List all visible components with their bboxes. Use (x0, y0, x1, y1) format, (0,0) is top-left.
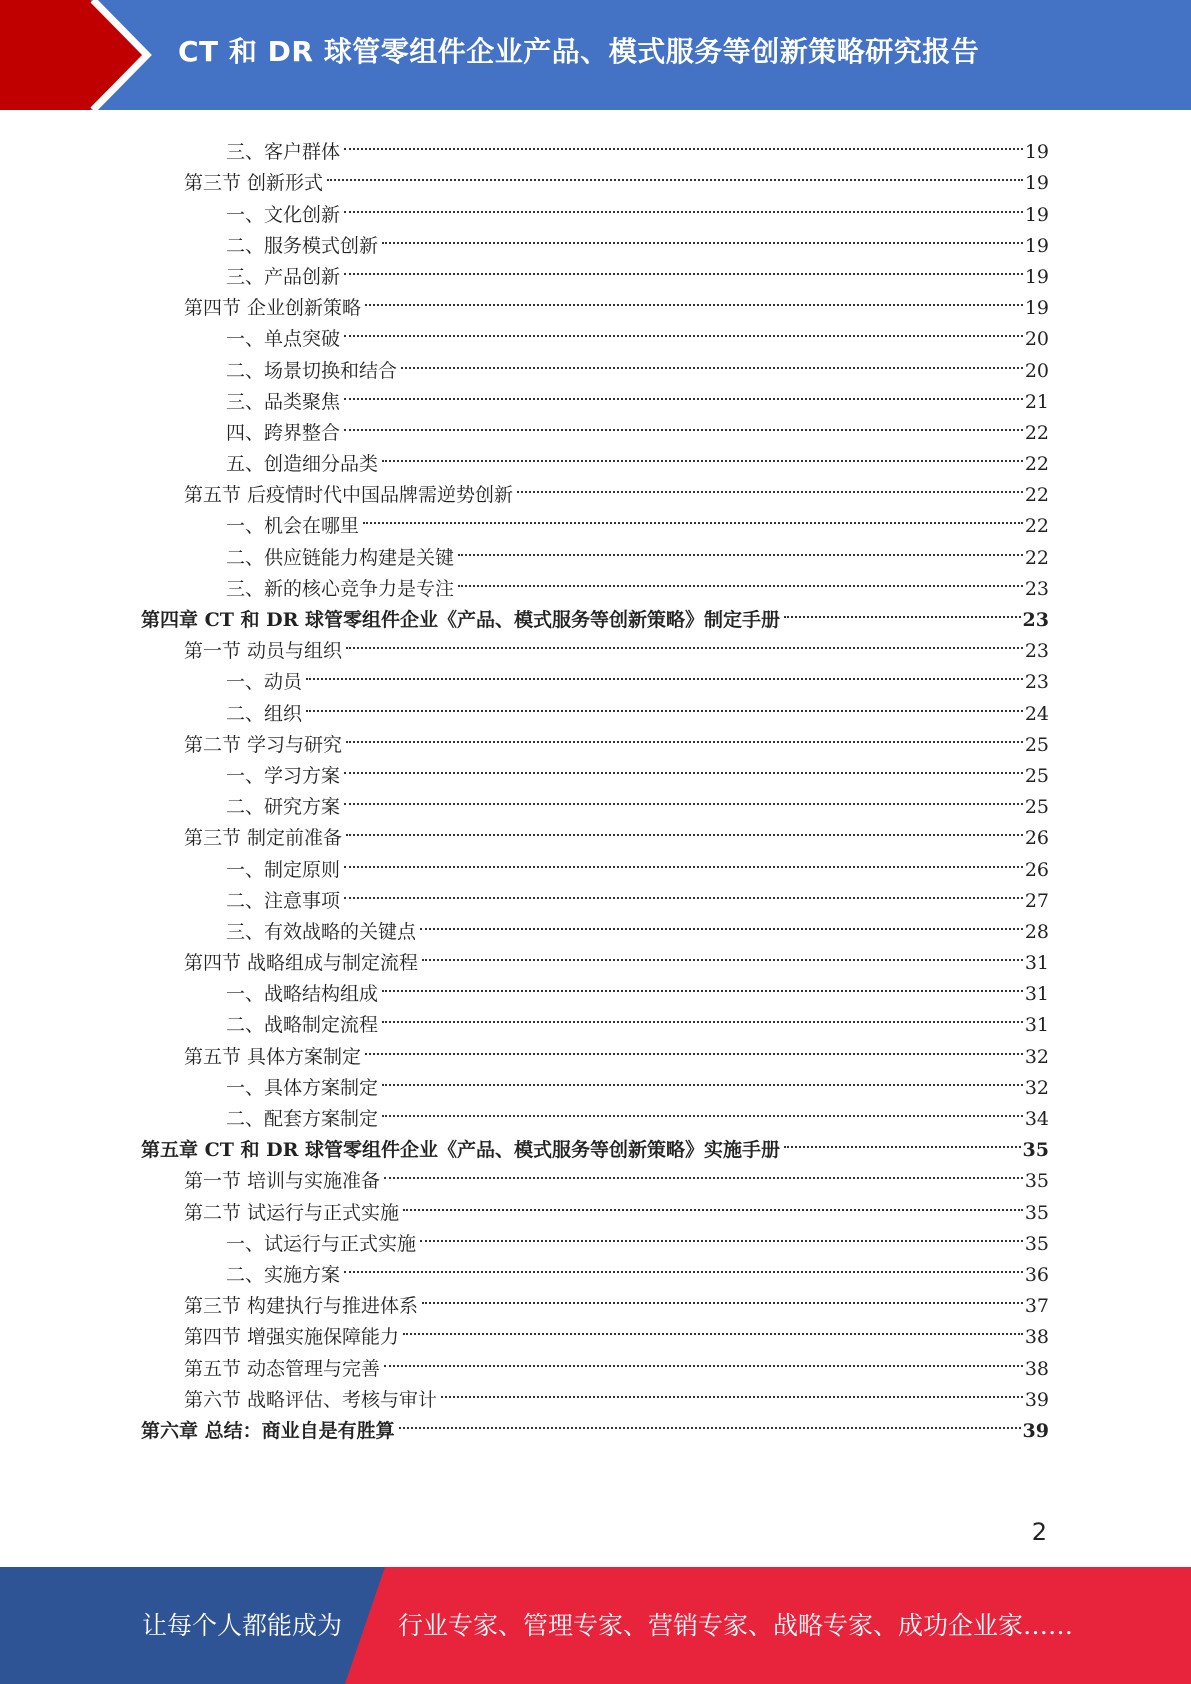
toc-dot-leader (441, 1375, 1023, 1406)
toc-entry-page: 19 (1024, 203, 1049, 226)
toc-entry-title: 二、场景切换和结合 (226, 359, 398, 382)
toc-entry[interactable] (141, 1063, 1049, 1099)
toc-entry-page: 39 (1024, 1388, 1049, 1411)
toc-entry[interactable] (141, 688, 1049, 725)
toc-entry[interactable] (141, 283, 1049, 320)
toc-entry-page: 20 (1024, 359, 1049, 382)
toc-entry[interactable] (141, 907, 1049, 943)
toc-entry-page: 32 (1024, 1076, 1049, 1099)
toc-entry-page: 26 (1024, 827, 1049, 850)
toc-entry-title: 第五章 CT 和 DR 球管零组件企业《产品、模式服务等创新策略》实施手册 (141, 1139, 780, 1162)
toc-entry-title: 二、配套方案制定 (226, 1108, 379, 1130)
toc-dot-leader (327, 158, 1023, 189)
toc-entry[interactable] (141, 1281, 1049, 1318)
toc-entry-title: 五、创造细分品类 (226, 453, 379, 476)
toc-entry-title: 第四节 战略组成与制定流程 (184, 952, 419, 975)
toc-dot-leader (346, 813, 1023, 844)
toc-dot-leader (422, 938, 1023, 969)
toc-entry-title: 二、研究方案 (226, 796, 341, 819)
toc-entry[interactable] (141, 439, 1049, 476)
toc-entry-title: 三、品类聚焦 (226, 390, 341, 413)
toc-dot-leader (382, 1094, 1023, 1125)
toc-dot-leader (517, 470, 1023, 501)
report-title: CT 和 DR 球管零组件企业产品、模式服务等创新策略研究报告 (178, 35, 980, 68)
toc-dot-leader (344, 408, 1023, 439)
toc-entry-page: 37 (1024, 1295, 1049, 1318)
toc-dot-leader (346, 720, 1023, 751)
toc-entry-page: 20 (1024, 328, 1049, 351)
page-header (0, 0, 1191, 110)
toc-entry-page: 28 (1024, 920, 1049, 943)
toc-entry-title: 第六节 战略评估、考核与审计 (184, 1388, 438, 1411)
toc-entry-page: 32 (1024, 1045, 1049, 1068)
toc-entry-title: 第五节 具体方案制定 (184, 1045, 362, 1068)
toc-dot-leader (344, 782, 1023, 813)
toc-entry-title: 第四章 CT 和 DR 球管零组件企业《产品、模式服务等创新策略》制定手册 (141, 609, 780, 631)
toc-entry-page: 38 (1024, 1326, 1049, 1349)
toc-entry-page: 31 (1024, 983, 1049, 1006)
toc-dot-leader (458, 564, 1023, 595)
toc-entry-title: 第五节 后疫情时代中国品牌需逆势创新 (184, 484, 514, 507)
toc-entry-title: 三、客户群体 (226, 141, 341, 164)
toc-entry[interactable] (141, 1187, 1049, 1224)
toc-entry[interactable] (141, 1312, 1049, 1349)
toc-entry[interactable] (141, 751, 1049, 787)
toc-entry[interactable] (141, 1125, 1049, 1162)
toc-dot-leader (344, 127, 1023, 158)
toc-entry-page: 23 (1024, 640, 1049, 663)
toc-entry[interactable] (141, 1156, 1049, 1193)
toc-entry-page: 25 (1024, 764, 1049, 787)
footer-slogan-left: 让每个人都能成为 (142, 1611, 343, 1640)
toc-dot-leader (458, 532, 1023, 563)
toc-entry-title: 二、战略制定流程 (226, 1014, 379, 1037)
toc-entry[interactable] (141, 720, 1049, 756)
toc-dot-leader (403, 1187, 1023, 1218)
toc-entry[interactable] (141, 1250, 1049, 1286)
toc-entry[interactable] (141, 1375, 1049, 1411)
toc-dot-leader (344, 876, 1023, 907)
toc-dot-leader (384, 1156, 1023, 1187)
toc-entry[interactable] (141, 1000, 1049, 1037)
toc-entry-page: 19 (1024, 297, 1049, 320)
toc-dot-leader (382, 1063, 1023, 1094)
toc-entry-title: 第五节 动态管理与完善 (184, 1357, 381, 1380)
toc-entry-page: 35 (1024, 1201, 1049, 1224)
toc-entry-title: 第三节 制定前准备 (184, 827, 343, 850)
toc-entry-title: 二、供应链能力构建是关键 (226, 546, 455, 569)
toc-entry[interactable] (141, 844, 1049, 881)
toc-entry-title: 第四节 企业创新策略 (184, 297, 362, 320)
toc-entry-title: 一、学习方案 (226, 764, 341, 787)
toc-entry[interactable] (141, 1094, 1049, 1130)
toc-entry-title: 一、具体方案制定 (226, 1076, 379, 1099)
toc-entry-title: 第三节 创新形式 (184, 172, 324, 195)
toc-entry-title: 三、有效战略的关键点 (226, 920, 417, 943)
toc-entry-page: 25 (1024, 733, 1049, 756)
toc-dot-leader (344, 844, 1023, 875)
toc-entry-page: 22 (1024, 515, 1049, 538)
toc-entry-page: 35 (1024, 1170, 1049, 1193)
toc-entry-page: 31 (1024, 952, 1049, 975)
page-number: 2 (1031, 1518, 1047, 1546)
toc-entry[interactable] (141, 408, 1049, 444)
toc-entry[interactable] (141, 221, 1049, 257)
toc-entry-title: 二、组织 (226, 702, 303, 725)
toc-entry-title: 一、机会在哪里 (226, 515, 360, 538)
toc-entry-page: 19 (1024, 234, 1049, 257)
toc-dot-leader (382, 1000, 1023, 1031)
toc-entry[interactable] (141, 1343, 1049, 1380)
toc-entry[interactable] (141, 470, 1049, 507)
toc-entry[interactable] (141, 938, 1049, 975)
toc-entry-page: 35 (1022, 1139, 1049, 1162)
toc-entry-title: 二、服务模式创新 (226, 234, 379, 257)
toc-entry[interactable] (141, 189, 1049, 226)
toc-entry[interactable] (141, 314, 1049, 351)
footer-slogan-right: 行业专家、管理专家、营销专家、战略专家、成功企业家…… (398, 1611, 1074, 1640)
toc-entry-page: 39 (1022, 1419, 1049, 1442)
toc-entry-page: 38 (1024, 1357, 1049, 1380)
toc-entry-page: 19 (1024, 265, 1049, 288)
toc-entry-title: 第一节 培训与实施准备 (184, 1170, 381, 1193)
toc-entry-title: 三、产品创新 (226, 265, 341, 288)
toc-entry[interactable] (141, 1031, 1049, 1068)
toc-entry-title: 第二节 试运行与正式实施 (184, 1201, 400, 1224)
toc-entry[interactable] (141, 1406, 1049, 1442)
header-red-arrow (0, 0, 143, 110)
toc-entry-title: 二、注意事项 (226, 889, 341, 912)
table-of-contents (141, 127, 1049, 1442)
toc-entry-page: 22 (1024, 484, 1049, 507)
toc-dot-leader (382, 439, 1023, 470)
toc-dot-leader (382, 221, 1023, 252)
toc-dot-leader (399, 1406, 1021, 1437)
toc-dot-leader (403, 1312, 1023, 1343)
page-footer (0, 1567, 1191, 1684)
toc-entry-title: 三、新的核心竞争力是专注 (226, 577, 455, 600)
toc-entry-title: 第三节 构建执行与推进体系 (184, 1295, 419, 1318)
toc-dot-leader (420, 1219, 1023, 1250)
toc-entry-title: 一、试运行与正式实施 (226, 1232, 417, 1255)
toc-entry-title: 一、单点突破 (226, 328, 341, 351)
toc-entry-title: 一、战略结构组成 (226, 983, 379, 1006)
toc-dot-leader (420, 907, 1023, 938)
toc-entry-title: 第一节 动员与组织 (184, 640, 343, 663)
toc-dot-leader (784, 595, 1021, 626)
toc-entry-page: 23 (1024, 577, 1049, 600)
toc-dot-leader (363, 501, 1023, 532)
toc-entry-page: 25 (1024, 796, 1049, 819)
toc-dot-leader (346, 626, 1023, 657)
toc-entry-title: 二、实施方案 (226, 1263, 341, 1286)
toc-entry-page: 26 (1024, 858, 1049, 881)
toc-dot-leader (401, 345, 1023, 376)
toc-entry[interactable] (141, 813, 1049, 850)
toc-entry[interactable] (141, 345, 1049, 382)
toc-entry[interactable] (141, 158, 1049, 195)
toc-entry-page: 22 (1024, 421, 1049, 444)
toc-dot-leader (344, 314, 1023, 345)
toc-dot-leader (784, 1125, 1021, 1156)
toc-entry[interactable] (141, 377, 1049, 413)
toc-entry-page: 24 (1024, 702, 1049, 725)
toc-dot-leader (422, 1281, 1023, 1312)
toc-entry[interactable] (141, 1219, 1049, 1255)
toc-entry-page: 22 (1024, 546, 1049, 569)
toc-entry[interactable] (141, 969, 1049, 1006)
toc-entry[interactable] (141, 501, 1049, 538)
toc-entry-page: 19 (1024, 141, 1049, 164)
toc-dot-leader (384, 1343, 1023, 1374)
toc-entry[interactable] (141, 532, 1049, 569)
toc-entry-title: 四、跨界整合 (226, 421, 341, 444)
toc-entry-page: 23 (1022, 609, 1049, 631)
toc-entry-page: 31 (1024, 1014, 1049, 1037)
toc-entry-title: 第二节 学习与研究 (184, 733, 343, 756)
toc-entry[interactable] (141, 595, 1049, 631)
toc-entry-title: 一、文化创新 (226, 203, 341, 226)
toc-entry-page: 36 (1024, 1263, 1049, 1286)
toc-dot-leader (382, 969, 1023, 1000)
toc-entry[interactable] (141, 252, 1049, 288)
toc-dot-leader (365, 283, 1023, 314)
toc-dot-leader (344, 252, 1023, 283)
toc-dot-leader (344, 189, 1023, 220)
toc-entry[interactable] (141, 876, 1049, 912)
toc-entry[interactable] (141, 564, 1049, 600)
toc-dot-leader (306, 688, 1023, 719)
toc-entry-page: 21 (1024, 390, 1049, 413)
toc-entry-title: 一、制定原则 (226, 858, 341, 881)
toc-entry-page: 34 (1024, 1108, 1049, 1130)
toc-entry[interactable] (141, 782, 1049, 819)
toc-entry[interactable] (141, 657, 1049, 694)
toc-entry-title: 第四节 增强实施保障能力 (184, 1326, 400, 1349)
toc-entry[interactable] (141, 626, 1049, 663)
toc-entry[interactable] (141, 127, 1049, 164)
toc-entry-page: 27 (1024, 889, 1049, 912)
toc-entry-page: 23 (1024, 671, 1049, 694)
toc-dot-leader (365, 1031, 1023, 1062)
toc-entry-title: 第六章 总结：商业自是有胜算 (141, 1419, 395, 1442)
toc-entry-page: 22 (1024, 453, 1049, 476)
toc-entry-page: 35 (1024, 1232, 1049, 1255)
toc-dot-leader (344, 1250, 1023, 1281)
toc-dot-leader (344, 751, 1023, 782)
toc-entry-title: 一、动员 (226, 671, 303, 694)
toc-entry-page: 19 (1024, 172, 1049, 195)
toc-dot-leader (344, 377, 1023, 408)
toc-dot-leader (306, 657, 1023, 688)
